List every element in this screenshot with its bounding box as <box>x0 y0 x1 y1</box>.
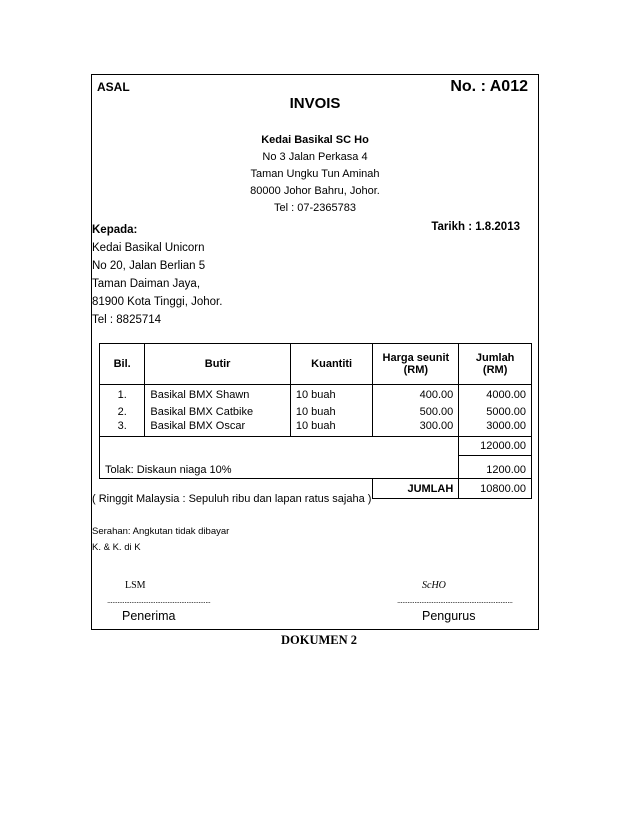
invoice-title: INVOIS <box>289 95 341 112</box>
row-jumlah: 3000.00 <box>486 420 526 432</box>
recipient-label: Kepada: <box>92 224 138 236</box>
header-harga <box>373 344 459 385</box>
receiver-label: Penerima <box>122 609 176 623</box>
jumlah-cell <box>459 385 532 437</box>
row-butir: Basikal BMX Shawn <box>150 389 250 401</box>
subtotal-value: 12000.00 <box>459 437 532 456</box>
shop-address-line: 80000 Johor Bahru, Johor. <box>250 185 380 197</box>
invoice-date: Tarikh : 1.8.2013 <box>431 221 520 233</box>
amount-in-words: ( Ringgit Malaysia : Sepuluh ribu dan lapan ratus sajaha ) <box>92 493 372 505</box>
manager-signature: ScHO <box>422 580 446 591</box>
discount-label: Tolak: Diskaun niaga 10% <box>105 464 232 476</box>
row-jumlah: 4000.00 <box>486 389 526 401</box>
row-kuantiti: 10 buah <box>295 420 336 432</box>
invoice-number: No. : A012 <box>450 78 528 95</box>
row-harga: 400.00 <box>419 389 454 401</box>
recipient-block <box>92 221 222 329</box>
row-jumlah: 5000.00 <box>486 406 526 418</box>
discount-label-cell <box>100 437 459 479</box>
delivery-line: K. & K. di K <box>92 542 141 553</box>
table-row <box>100 385 532 437</box>
delivery-line: Serahan: Angkutan tidak dibayar <box>92 526 230 537</box>
total-value: 10800.00 <box>459 479 532 499</box>
delivery-block <box>92 524 229 556</box>
recipient-line: 81900 Kota Tinggi, Johor. <box>92 296 223 308</box>
header-harga-label: Harga seunit <box>382 352 450 364</box>
recipient-line: Taman Daiman Jaya, <box>92 278 201 290</box>
row-butir: Basikal BMX Catbike <box>150 406 254 418</box>
shop-name: Kedai Basikal SC Ho <box>261 134 369 146</box>
total-label: JUMLAH <box>373 479 459 499</box>
harga-cell <box>373 385 459 437</box>
row-harga: 300.00 <box>419 420 454 432</box>
copy-label: ASAL <box>97 80 130 94</box>
header-kuantiti: Kuantiti <box>290 344 373 385</box>
shop-address-line: No 3 Jalan Perkasa 4 <box>262 151 368 163</box>
shop-block <box>225 132 405 217</box>
shop-tel: Tel : 07-2365783 <box>274 202 356 214</box>
discount-value: 1200.00 <box>459 456 532 479</box>
recipient-line: Tel : 8825714 <box>92 314 162 326</box>
header-jumlah-label: Jumlah <box>475 352 515 364</box>
row-harga: 500.00 <box>419 406 454 418</box>
manager-signature-line: ................................................................... <box>397 596 513 605</box>
row-bil: 1. <box>117 389 127 401</box>
subtotal-row <box>100 437 532 456</box>
header-bil: Bil. <box>100 344 145 385</box>
items-table <box>99 343 532 499</box>
document-caption: DOKUMEN 2 <box>280 633 358 647</box>
recipient-line: No 20, Jalan Berlian 5 <box>92 260 206 272</box>
row-butir: Basikal BMX Oscar <box>150 420 246 432</box>
receiver-signature-line: ............................................................ <box>107 596 211 605</box>
row-kuantiti: 10 buah <box>295 406 336 418</box>
kuantiti-cell <box>290 385 373 437</box>
header-butir: Butir <box>145 344 291 385</box>
butir-cell <box>145 385 291 437</box>
table-header-row <box>100 344 532 385</box>
manager-label: Pengurus <box>422 609 476 623</box>
shop-address-line: Taman Ungku Tun Aminah <box>250 168 380 180</box>
bil-cell <box>100 385 145 437</box>
invoice-frame <box>91 74 539 630</box>
row-bil: 3. <box>117 420 127 432</box>
header-jumlah <box>459 344 532 385</box>
recipient-line: Kedai Basikal Unicorn <box>92 242 205 254</box>
row-bil: 2. <box>117 406 127 418</box>
header-jumlah-unit: (RM) <box>482 364 508 376</box>
header-harga-unit: (RM) <box>403 364 429 376</box>
receiver-signature: LSM <box>125 580 146 591</box>
row-kuantiti: 10 buah <box>295 389 336 401</box>
